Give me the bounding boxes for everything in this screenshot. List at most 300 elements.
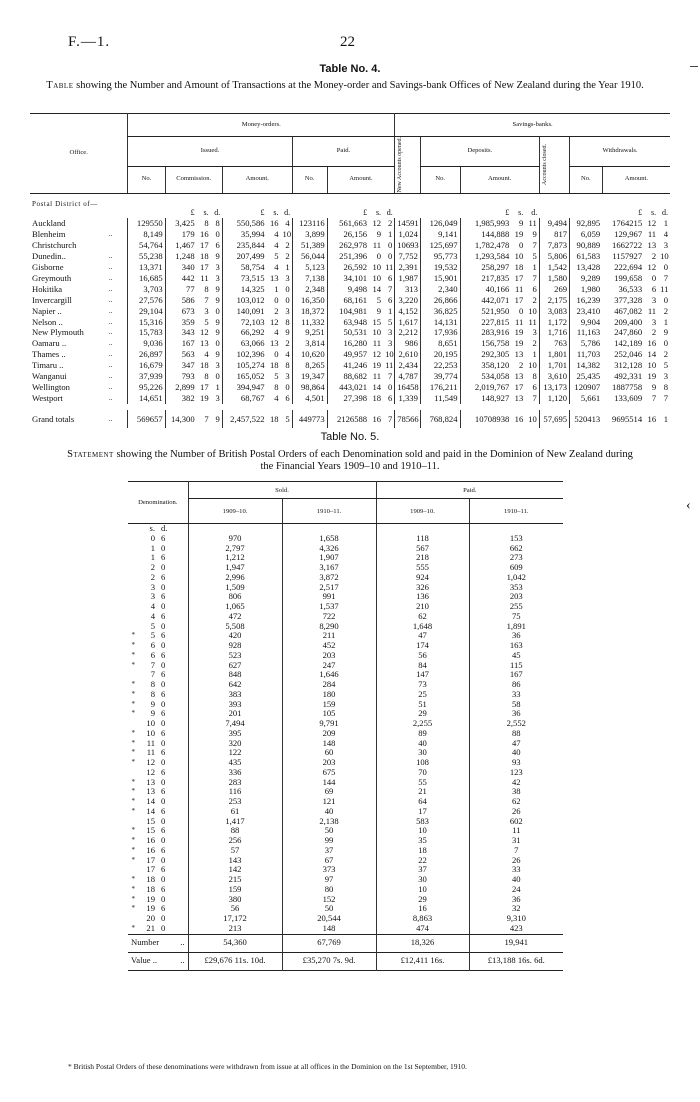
- table-cell: 2: [285, 240, 290, 251]
- count-cell: 147: [376, 670, 469, 680]
- leader-dots: ..: [108, 263, 113, 272]
- count-cell: 555: [376, 563, 469, 573]
- leader-dots: ..: [108, 284, 113, 293]
- count-cell: 33: [469, 865, 563, 875]
- table-cell: 176,211: [420, 382, 460, 393]
- withdrawn-marker: [128, 563, 138, 573]
- table-cell: 78566: [395, 410, 421, 428]
- leader-dots: ..: [108, 295, 113, 304]
- table-cell: 3,610: [539, 371, 569, 382]
- table-cell: 394,947: [222, 382, 266, 393]
- table-cell: 2126588: [327, 410, 369, 428]
- count-cell: 472: [188, 612, 282, 622]
- count-cell: 17: [376, 807, 469, 817]
- office-name: Auckland: [32, 218, 66, 229]
- table-cell: 5,786: [570, 338, 603, 349]
- table-cell: 18,372: [292, 306, 327, 317]
- pence: 6: [161, 747, 166, 758]
- count-cell: 7,494: [188, 719, 282, 729]
- withdrawn-marker: [128, 914, 138, 924]
- table-row: [30, 306, 670, 317]
- table5-caption-text: showing the Number of British Postal Orders of each Denomination sold and paid in the Dominion of New Zealand during the Financial Years 1909–10 and 1910–11.: [116, 449, 633, 472]
- table-cell: 235,844: [222, 240, 266, 251]
- pence: 0: [161, 874, 166, 884]
- table-cell: 3,703: [128, 284, 165, 295]
- table-cell: 7: [663, 392, 668, 403]
- withdrawn-marker: [128, 622, 138, 632]
- count-cell: 928: [188, 641, 282, 651]
- table-cell: 1,024: [395, 229, 421, 240]
- shillings: 9: [150, 708, 155, 719]
- table-row: [30, 393, 670, 404]
- table-cell: 9,289: [570, 273, 603, 284]
- table-cell: 88,682: [327, 371, 369, 382]
- pence: 6: [161, 532, 166, 543]
- table-cell: 8,149: [128, 229, 165, 240]
- table-cell: 347: [165, 360, 196, 371]
- table-cell: 11: [647, 229, 657, 240]
- shillings: 5: [150, 620, 155, 631]
- shillings: 6: [150, 649, 155, 660]
- pence: 0: [161, 922, 166, 933]
- table-cell: 13: [647, 240, 657, 251]
- count-cell: 148: [282, 924, 376, 934]
- shillings: 20: [146, 913, 155, 923]
- table-cell: 6: [215, 240, 220, 251]
- denomination-row: [128, 836, 563, 846]
- table-cell: 36,825: [420, 306, 460, 317]
- table-row: [30, 295, 670, 306]
- table-cell: 252,046: [614, 349, 643, 360]
- paid-amount-header: Amount.: [327, 166, 395, 193]
- count-cell: 255: [469, 602, 563, 612]
- leader-dots: ..: [108, 252, 113, 261]
- count-cell: 174: [376, 641, 469, 651]
- table-cell: 217,835: [460, 273, 511, 284]
- table-cell: 129550: [128, 218, 165, 229]
- table-cell: 19: [647, 371, 657, 382]
- office-header: Office.: [30, 114, 128, 194]
- table-cell: 262,978: [327, 240, 369, 251]
- count-cell: 50: [282, 826, 376, 836]
- count-cell: 30: [376, 748, 469, 758]
- shillings: 13: [146, 776, 155, 787]
- table-cell: 7: [204, 414, 209, 425]
- office-name: Oamaru ..: [32, 338, 67, 349]
- denomination-row: [128, 768, 563, 778]
- table-cell: 11: [372, 371, 382, 382]
- denomination-row: [128, 885, 563, 895]
- table-cell: 95,773: [420, 251, 460, 262]
- count-cell: 32: [469, 904, 563, 914]
- table-cell: 1: [663, 316, 668, 327]
- table-cell: 49,957: [327, 349, 369, 360]
- pence: 0: [161, 659, 166, 670]
- withdrawn-marker: *: [131, 738, 135, 747]
- denomination-row: [128, 592, 563, 602]
- table-cell: 11: [528, 316, 537, 327]
- table-cell: 0: [387, 382, 393, 392]
- pence: 6: [161, 610, 166, 621]
- count-cell: 36: [469, 631, 563, 641]
- withdrawn-marker: [128, 583, 138, 593]
- table-cell: 16: [647, 338, 657, 349]
- leader-dots: ..: [108, 230, 113, 239]
- count-cell: 848: [188, 670, 282, 680]
- count-cell: 61: [188, 807, 282, 817]
- count-cell: 42: [469, 778, 563, 788]
- table-cell: 1,248: [165, 251, 196, 262]
- table-cell: 3: [285, 272, 290, 283]
- count-cell: 36: [469, 895, 563, 905]
- table-cell: 2,457,522: [222, 410, 266, 428]
- count-cell: 31: [469, 836, 563, 846]
- table-cell: 11: [514, 283, 524, 294]
- leader-dots: ..: [108, 372, 113, 381]
- table-cell: 7: [651, 392, 657, 403]
- count-cell: 9,791: [282, 719, 376, 729]
- count-cell: 602: [469, 817, 563, 827]
- count-cell: 37: [376, 865, 469, 875]
- table-cell: 12: [647, 218, 657, 229]
- table-cell: 10693: [395, 240, 421, 251]
- count-cell: 373: [282, 865, 376, 875]
- office-name: Wanganui: [32, 371, 67, 382]
- count-cell: 118: [376, 534, 469, 544]
- count-cell: 62: [376, 612, 469, 622]
- count-cell: 215: [188, 875, 282, 885]
- table-cell: 4,787: [395, 371, 421, 382]
- table-cell: 793: [165, 371, 196, 382]
- count-cell: 8,290: [282, 622, 376, 632]
- count-cell: 69: [282, 787, 376, 797]
- table-row: [30, 262, 670, 273]
- table-cell: 129,967: [614, 229, 643, 240]
- denomination-row: [128, 709, 563, 719]
- table-cell: 11: [660, 283, 669, 294]
- table-cell: 16: [514, 414, 524, 425]
- denomination-row: [128, 778, 563, 788]
- table-cell: 13: [514, 371, 524, 382]
- table-cell: 7,138: [292, 273, 327, 284]
- table-cell: 4: [274, 240, 279, 251]
- table-cell: 0: [518, 305, 524, 316]
- summary-cell: £29,676 11s. 10d.: [188, 952, 282, 970]
- table-cell: 105,274: [222, 360, 266, 371]
- denomination-row: [128, 670, 563, 680]
- count-cell: 97: [282, 875, 376, 885]
- table-cell: 126,049: [420, 218, 460, 229]
- table-cell: 11: [647, 305, 657, 316]
- table-cell: 19: [372, 360, 382, 371]
- paid-header: Paid.: [376, 482, 563, 499]
- table-cell: 6: [651, 283, 657, 294]
- table-cell: 340: [165, 262, 196, 273]
- count-cell: 80: [282, 885, 376, 895]
- table-cell: 90,889: [570, 240, 603, 251]
- table-cell: 7: [204, 294, 209, 305]
- table-cell: 2: [518, 360, 524, 371]
- count-cell: 256: [188, 836, 282, 846]
- shillings: 15: [146, 825, 155, 836]
- shillings: 4: [150, 610, 155, 621]
- count-cell: 380: [188, 895, 282, 905]
- table4-caption-text: showing the Number and Amount of Transactions at the Money-order and Savings-bank Offices of New Zealand during the Year 1910.: [76, 80, 644, 91]
- summary-cell: £13,188 16s. 6d.: [469, 952, 563, 970]
- table-cell: 6: [285, 392, 290, 403]
- table-cell: 11: [372, 240, 382, 251]
- table-cell: 1157927: [612, 251, 643, 262]
- paid-1910-header: 1910–11.: [469, 499, 563, 524]
- count-cell: 17,172: [188, 914, 282, 924]
- currency-symbol: £: [505, 207, 510, 217]
- count-cell: 1,891: [469, 622, 563, 632]
- leader-dots: ..: [108, 273, 113, 282]
- table-cell: 14,382: [570, 360, 603, 371]
- table-cell: 17: [514, 382, 524, 392]
- shillings: 10: [146, 718, 155, 728]
- currency-symbol: £: [638, 207, 643, 217]
- count-cell: 36: [469, 709, 563, 719]
- pence: 6: [161, 571, 166, 582]
- table-cell: 2: [285, 338, 290, 349]
- table-cell: 148,927: [460, 393, 511, 404]
- table-cell: 3,899: [292, 229, 327, 240]
- table-cell: 2,019,767: [460, 382, 511, 393]
- page-number: 22: [340, 34, 355, 50]
- table-cell: 165,052: [222, 371, 266, 382]
- withdrawn-marker: *: [131, 806, 135, 815]
- table5: [128, 481, 563, 971]
- table-cell: 8: [215, 218, 220, 229]
- count-cell: 806: [188, 592, 282, 602]
- pence: 0: [161, 601, 166, 611]
- table-cell: 4: [274, 229, 279, 240]
- table-cell: 3: [532, 327, 537, 338]
- withdrawn-marker: *: [131, 660, 135, 669]
- table-cell: 13: [514, 392, 524, 403]
- count-cell: 395: [188, 729, 282, 739]
- count-cell: 4,326: [282, 544, 376, 554]
- table-cell: 2,175: [539, 295, 569, 306]
- table-cell: 258,297: [460, 262, 511, 273]
- table-cell: 14,300: [165, 410, 196, 428]
- table-cell: 343: [165, 327, 196, 338]
- table-cell: 0: [376, 251, 382, 262]
- pence: 6: [161, 552, 166, 563]
- office-name: Gisborne: [32, 262, 64, 273]
- pence: 6: [161, 669, 166, 680]
- table-cell: 2: [651, 251, 657, 262]
- table-cell: 4: [285, 349, 290, 360]
- count-cell: 1,042: [469, 573, 563, 583]
- table5-number: Table No. 5.: [320, 431, 380, 443]
- table-cell: 18: [372, 392, 382, 403]
- table-cell: 14,325: [222, 284, 266, 295]
- table-cell: 5,806: [539, 251, 569, 262]
- table-cell: 382: [165, 393, 196, 404]
- table-cell: 1,617: [395, 317, 421, 328]
- table-cell: 14: [647, 349, 657, 360]
- table-cell: 3: [387, 327, 393, 338]
- office-name: New Plymouth: [32, 327, 84, 338]
- table-cell: 3: [215, 272, 220, 283]
- count-cell: 284: [282, 680, 376, 690]
- pence: 0: [161, 913, 166, 923]
- table-cell: 521,950: [460, 306, 511, 317]
- table-cell: 227,815: [460, 317, 511, 328]
- table-row: [30, 251, 670, 262]
- pence: 0: [161, 640, 166, 650]
- count-cell: 40: [376, 739, 469, 749]
- denomination-row: [128, 563, 563, 573]
- pence: 0: [161, 815, 166, 826]
- table-cell: 15,901: [420, 273, 460, 284]
- denomination-row: [128, 826, 563, 836]
- table-cell: 10: [385, 349, 394, 360]
- issued-no-header: No.: [128, 166, 165, 193]
- table-cell: 16458: [395, 382, 421, 393]
- table-cell: 16: [647, 414, 657, 425]
- table-cell: 5: [285, 414, 290, 425]
- table-cell: 3: [663, 371, 668, 382]
- pence: 0: [161, 835, 166, 845]
- withdrawn-marker: *: [131, 797, 135, 805]
- page-reference: F.—1.: [68, 34, 111, 50]
- pence: 6: [161, 688, 166, 699]
- withdrawn-marker: *: [131, 728, 135, 737]
- table-cell: 1,701: [539, 360, 569, 371]
- table-cell: 11: [372, 338, 382, 349]
- currency-symbol: s.: [203, 207, 209, 217]
- table-cell: 3: [285, 371, 290, 382]
- table-row: [30, 371, 670, 382]
- count-cell: 45: [469, 651, 563, 661]
- table-cell: 14,651: [128, 393, 165, 404]
- table-cell: 57,695: [539, 410, 569, 428]
- accounts-closed-header: Accounts closed.: [539, 137, 569, 194]
- count-cell: 627: [188, 661, 282, 671]
- table-cell: 18: [200, 251, 209, 262]
- table-cell: 17: [200, 240, 209, 251]
- denomination-row: [128, 914, 563, 924]
- table-cell: 0: [274, 349, 279, 360]
- table-cell: 0: [663, 294, 668, 305]
- table4-number: Table No. 4.: [319, 63, 381, 75]
- office-name: Timaru ..: [32, 360, 64, 371]
- table-cell: 2: [274, 305, 279, 316]
- table-cell: 15: [372, 316, 382, 327]
- count-cell: 180: [282, 690, 376, 700]
- table-cell: 1,293,584: [460, 251, 511, 262]
- table-cell: 0: [387, 251, 393, 262]
- count-cell: 67: [282, 856, 376, 866]
- withdrawn-marker: *: [131, 709, 135, 718]
- denomination-row: [128, 729, 563, 739]
- office-name: Westport: [32, 392, 63, 403]
- table-row: [30, 360, 670, 371]
- denomination-row: [128, 651, 563, 661]
- table-cell: 23,410: [570, 306, 603, 317]
- table-cell: 9: [215, 316, 220, 327]
- withdrawn-marker: *: [131, 689, 135, 698]
- table-cell: 18: [269, 414, 279, 425]
- denomination-row: [128, 895, 563, 905]
- table-cell: 13: [269, 338, 279, 349]
- shillings: 1: [150, 552, 155, 563]
- table-cell: 1,985,993: [460, 218, 511, 229]
- table-cell: 63,066: [222, 338, 266, 349]
- table-cell: 1,339: [395, 393, 421, 404]
- count-cell: 64: [376, 797, 469, 807]
- table-cell: 9: [215, 251, 220, 262]
- pence: 0: [161, 776, 166, 787]
- table-cell: 8,265: [292, 360, 327, 371]
- count-cell: 38: [469, 787, 563, 797]
- table-cell: 1: [215, 382, 220, 392]
- denomination-row: [128, 904, 563, 914]
- footnote: * British Postal Orders of these denominations were withdrawn from issue at all offices in the Dominion on the 1st September, 1910.: [68, 1062, 467, 1071]
- withdrawals-amount-header: Amount.: [602, 166, 670, 193]
- table-cell: 133,609: [614, 392, 643, 403]
- count-cell: 3,872: [282, 573, 376, 583]
- table-cell: 72,103: [222, 317, 266, 328]
- count-cell: 609: [469, 563, 563, 573]
- table-cell: 2,340: [420, 284, 460, 295]
- denomination-row: [128, 817, 563, 827]
- table-row: [30, 240, 670, 251]
- table-cell: 2: [532, 338, 537, 349]
- withdrawn-marker: *: [131, 631, 135, 640]
- count-cell: 16: [376, 904, 469, 914]
- denomination-row: [128, 573, 563, 583]
- count-cell: 56: [376, 651, 469, 661]
- count-cell: 33: [469, 690, 563, 700]
- table-cell: 6: [532, 283, 537, 294]
- count-cell: 420: [188, 631, 282, 641]
- table-cell: 7,752: [395, 251, 421, 262]
- shillings: 12: [146, 766, 155, 777]
- pence: 6: [161, 864, 166, 875]
- count-cell: 2,517: [282, 583, 376, 593]
- count-cell: 336: [188, 768, 282, 778]
- shillings: 14: [146, 796, 155, 806]
- count-cell: 93: [469, 758, 563, 768]
- count-cell: 136: [376, 592, 469, 602]
- grand-total-row: [30, 410, 670, 428]
- table-cell: 9: [285, 327, 290, 338]
- count-cell: 47: [469, 739, 563, 749]
- count-cell: 209: [282, 729, 376, 739]
- count-cell: 144: [282, 778, 376, 788]
- table-cell: 817: [539, 229, 569, 240]
- table-cell: 10: [282, 229, 292, 240]
- currency-symbol: £: [363, 207, 368, 217]
- count-cell: 21: [376, 787, 469, 797]
- denomination-row: [128, 680, 563, 690]
- table-cell: 120907: [570, 382, 603, 393]
- table-cell: 9,494: [539, 218, 569, 229]
- table-cell: 1: [274, 283, 279, 294]
- denomination-row: [128, 856, 563, 866]
- leader-dots: ..: [108, 393, 113, 402]
- count-cell: 58: [469, 700, 563, 710]
- table-cell: 10: [660, 251, 669, 262]
- denomination-row: [128, 612, 563, 622]
- table-cell: 4: [274, 327, 279, 338]
- count-cell: 2,255: [376, 719, 469, 729]
- table-cell: 0: [215, 371, 220, 382]
